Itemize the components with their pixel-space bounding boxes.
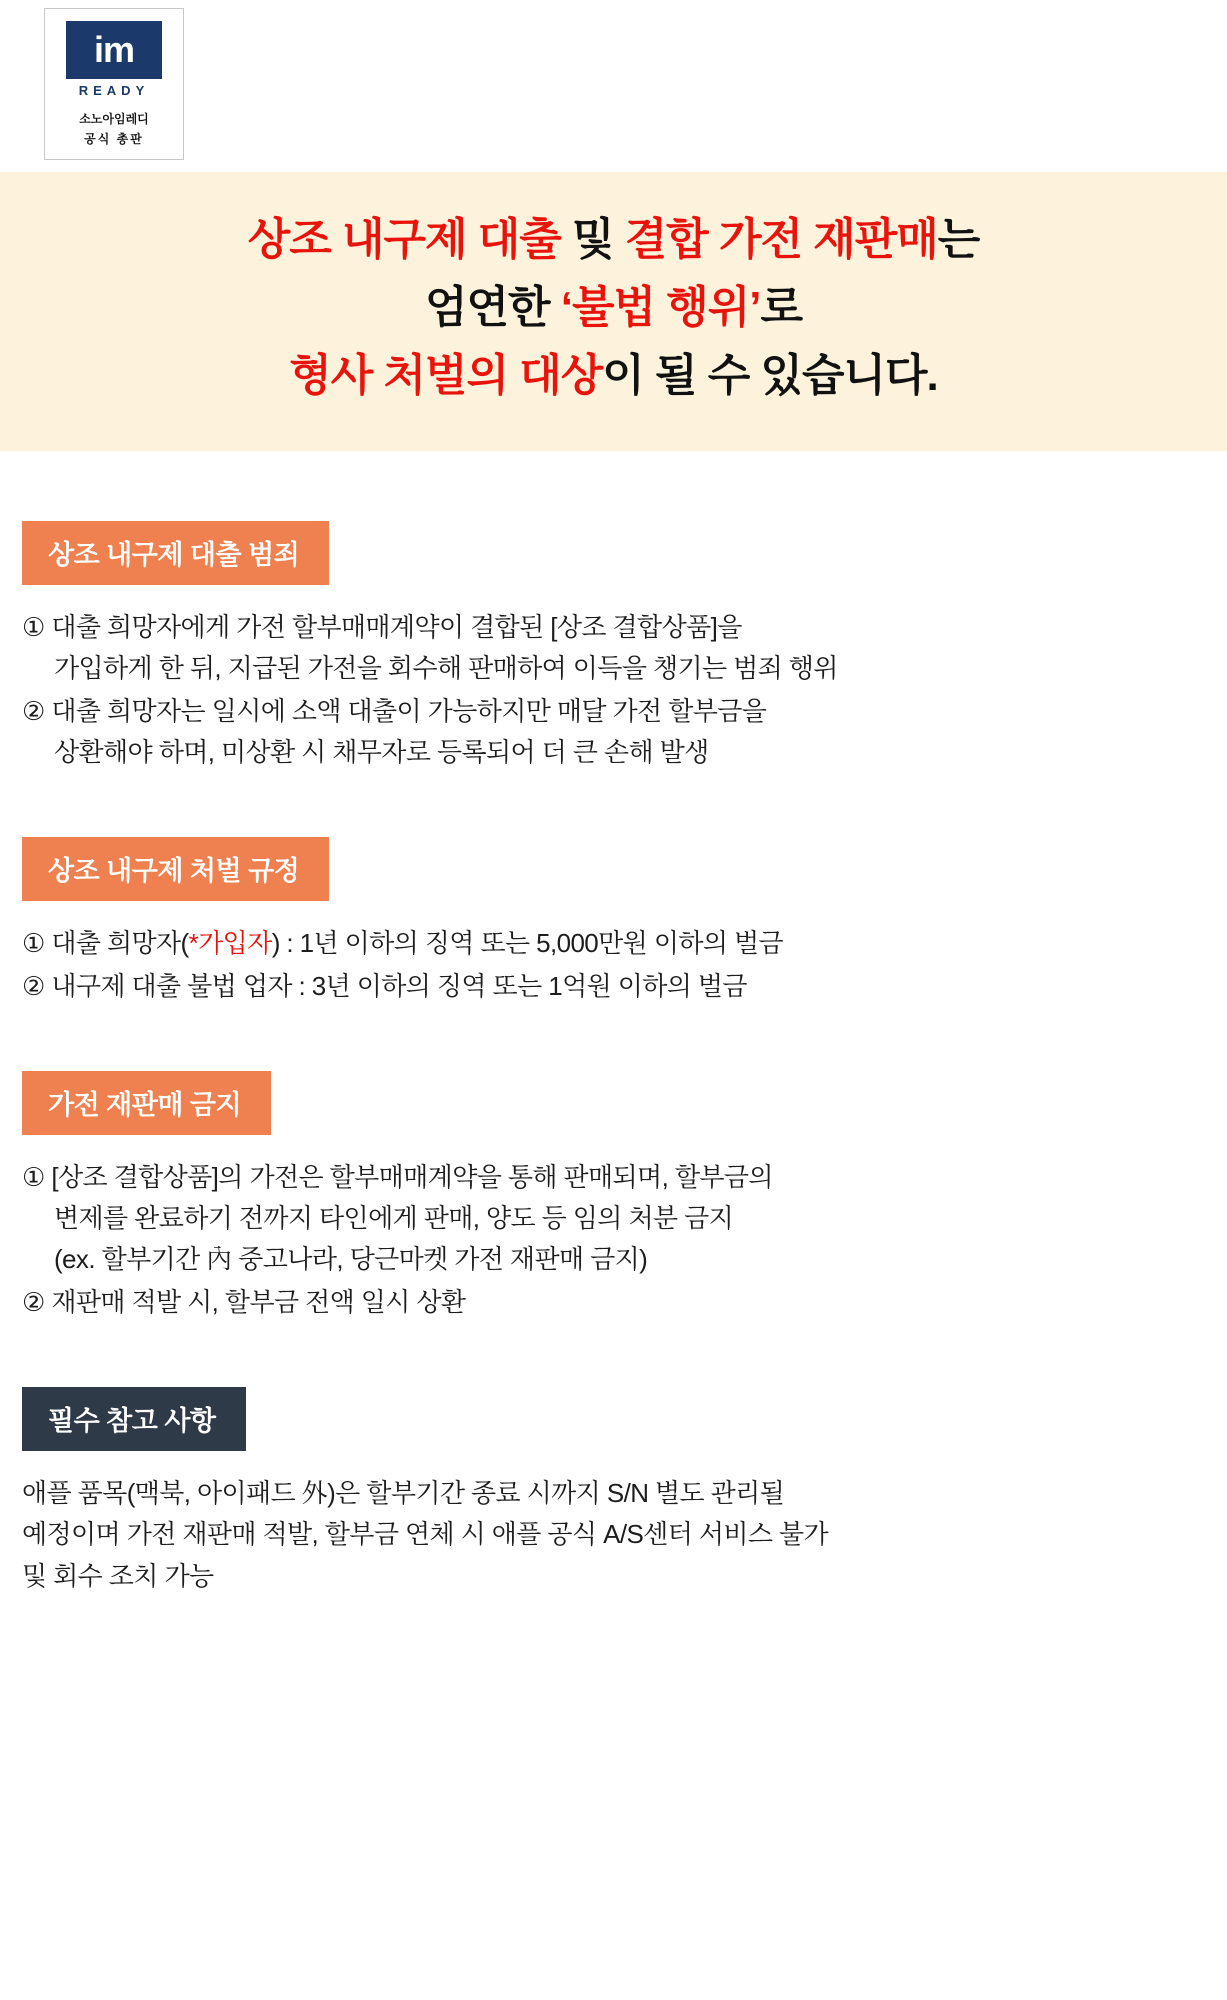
list-marker: ①	[22, 611, 45, 642]
logo-company-name: 소노아임레디	[79, 112, 149, 126]
headline-line-3-tail: 이 될 수 있습니다.	[602, 351, 938, 401]
list-text-post: ) : 1년 이하의 징역 또는 5,000만원 이하의 벌금	[271, 927, 784, 958]
headline-line-2	[0, 274, 1227, 342]
section-body-resale-ban	[22, 1157, 1227, 1323]
headline-line-2-tail: 로	[760, 283, 802, 333]
list-marker: ①	[22, 927, 45, 958]
logo-ready-text: READY	[78, 83, 150, 98]
headline-line-3-emphasis: 형사 처벌의 대상	[289, 351, 603, 401]
headline-line-1-mid: 및	[560, 215, 625, 264]
list-item	[22, 1282, 1227, 1323]
list-item	[22, 607, 1227, 689]
section-title-resale-ban: 가전 재판매 금지	[22, 1071, 271, 1135]
headline-line-1-emphasis-2: 결합 가전 재판매	[624, 215, 938, 264]
list-text-emphasis: *가입자	[188, 927, 272, 958]
list-marker: ②	[22, 695, 45, 726]
brand-logo	[44, 8, 184, 160]
section-body-loan-crime	[22, 607, 1227, 773]
list-marker: ②	[22, 970, 45, 1001]
list-text-line-1: [상조 결합상품]의 가전은 할부매매계약을 통해 판매되며, 할부금의	[51, 1162, 773, 1193]
list-item	[22, 691, 1227, 773]
section-title-penalty-rules: 상조 내구제 처벌 규정	[22, 837, 329, 901]
list-item	[22, 923, 1227, 964]
logo-mark-text: im	[66, 21, 162, 79]
section-title-loan-crime: 상조 내구제 대출 범죄	[22, 521, 329, 585]
paragraph-line-2: 예정이며 가전 재판매 적발, 할부금 연체 시 애플 공식 A/S센터 서비스 불가	[22, 1519, 829, 1550]
list-marker: ①	[22, 1162, 45, 1193]
headline-line-1	[0, 206, 1227, 274]
headline-line-1-tail: 는	[937, 215, 980, 264]
logo-bar	[0, 0, 1227, 172]
paragraph-line-3: 및 회수 조치 가능	[22, 1560, 214, 1591]
list-item	[22, 1157, 1227, 1280]
section-required-notes	[0, 1387, 1227, 1596]
headline-line-2-pre: 엄연한	[425, 283, 561, 333]
headline-line-3	[0, 342, 1227, 410]
list-text-line-3: (ex. 할부기간 內 중고나라, 당근마켓 가전 재판매 금지)	[54, 1244, 648, 1275]
list-text-pre: 대출 희망자(	[51, 927, 189, 958]
list-text-line-2: 가입하게 한 뒤, 지급된 가전을 회수해 판매하여 이득을 챙기는 범죄 행위	[54, 652, 838, 683]
list-text-line-2: 변제를 완료하기 전까지 타인에게 판매, 양도 등 임의 처분 금지	[54, 1203, 734, 1234]
section-resale-ban	[0, 1071, 1227, 1323]
headline-line-1-emphasis-1: 상조 내구제 대출	[247, 215, 561, 264]
headline-line-2-emphasis: ‘불법 행위’	[560, 283, 761, 333]
list-text-line-1: 내구제 대출 불법 업자 : 3년 이하의 징역 또는 1억원 이하의 벌금	[51, 970, 747, 1001]
section-title-required-notes: 필수 참고 사항	[22, 1387, 246, 1451]
list-text-line-2: 상환해야 하며, 미상환 시 채무자로 등록되어 더 큰 손해 발생	[54, 736, 709, 767]
section-loan-crime	[0, 521, 1227, 773]
content-area	[0, 521, 1227, 1657]
list-text-line-1: 재판매 적발 시, 할부금 전액 일시 상환	[51, 1287, 466, 1318]
list-marker: ②	[22, 1287, 45, 1318]
paragraph-line-1: 애플 품목(맥북, 아이패드 外)은 할부기간 종료 시까지 S/N 별도 관리될	[22, 1478, 785, 1509]
headline-banner	[0, 172, 1227, 451]
list-item	[22, 966, 1227, 1007]
section-penalty-rules	[0, 837, 1227, 1007]
list-text-line-1: 대출 희망자에게 가전 할부매매계약이 결합된 [상조 결합상품]을	[51, 611, 742, 642]
section-body-penalty-rules	[22, 923, 1227, 1007]
section-body-required-notes	[22, 1473, 1227, 1596]
list-text-line-1: 대출 희망자는 일시에 소액 대출이 가능하지만 매달 가전 할부금을	[51, 695, 767, 726]
logo-distributor-label: 공식 총판	[84, 132, 144, 146]
